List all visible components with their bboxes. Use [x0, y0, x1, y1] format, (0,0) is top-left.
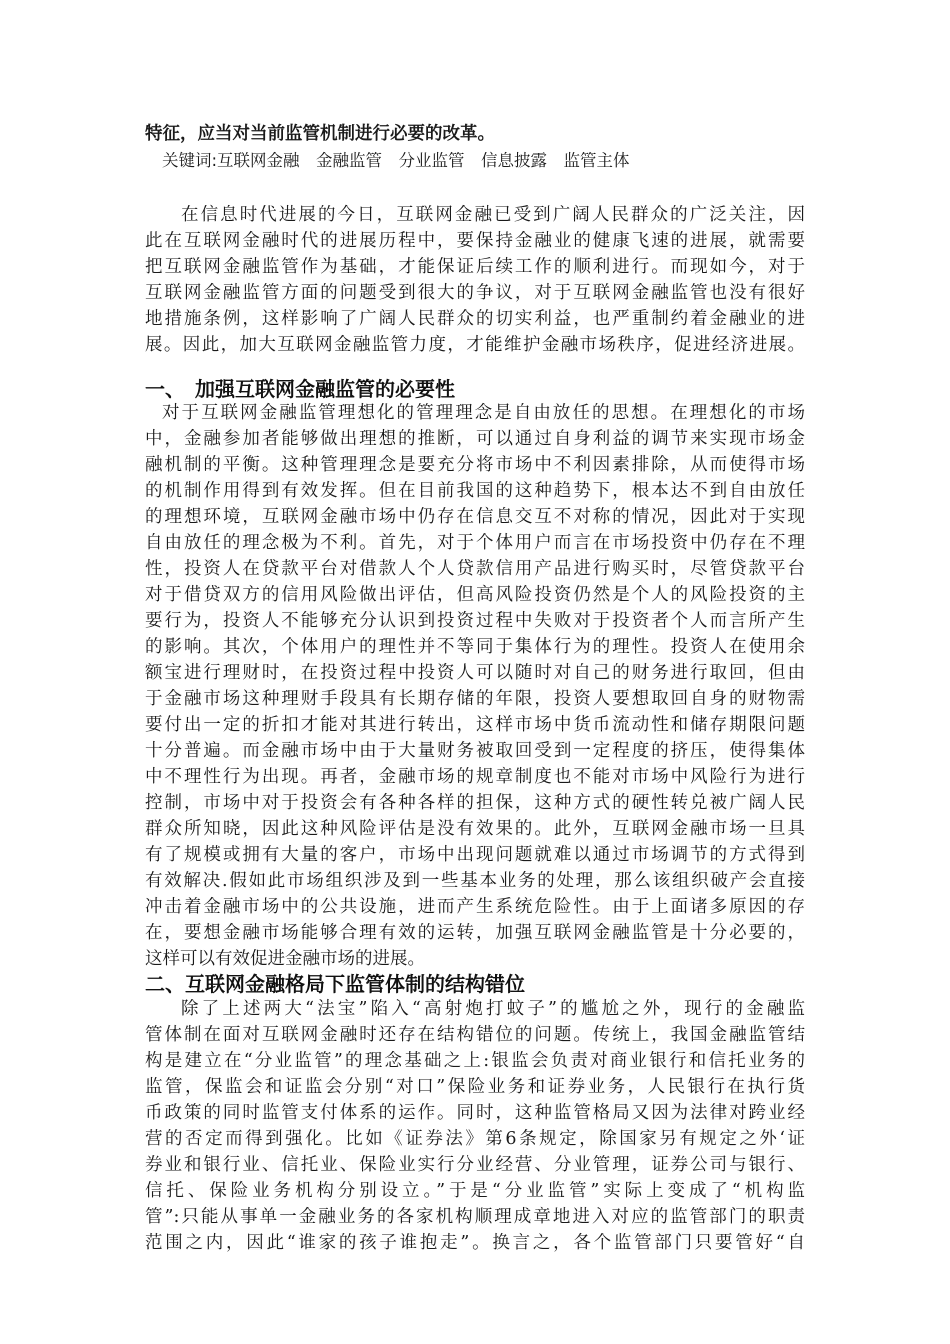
body-line: 的理想环境，互联网金融市场中仍存在信息交互不对称的情况，因此对于实现: [145, 507, 805, 527]
body-line: 范围之内，因此“谁家的孩子谁抱走”。换言之，各个监管部门只要管好“自: [145, 1233, 805, 1253]
body-line: 营的否定而得到强化。比如《证券法》第6条规定，除国家另有规定之外‘证: [145, 1129, 805, 1149]
body-line: 管体制在面对互联网金融时还存在结构错位的问题。传统上，我国金融监管结: [145, 1025, 805, 1045]
body-line: 要付出一定的折扣才能对其进行转出，这样市场中货币流动性和储存期限问题: [145, 715, 805, 735]
body-line: 中，金融参加者能够做出理想的推断，可以通过自身利益的调节来实现市场金: [145, 429, 805, 449]
body-line: 自由放任的理念极为不利。首先，对于个体用户而言在市场投资中仍存在不理: [145, 533, 805, 553]
section-heading: 一、 加强互联网金融监管的必要性: [145, 377, 455, 401]
body-line: 的机制作用得到有效发挥。但在目前我国的这种趋势下，根本达不到自由放任: [145, 481, 805, 501]
body-line: 的影响。其次，个体用户的理性并不等同于集体行为的理性。投资人在使用余: [145, 637, 805, 657]
para1-line: 互联网金融监管方面的问题受到很大的争议，对于互联网金融监管也没有很好: [145, 283, 805, 303]
body-line: 币政策的同时监管支付体系的运作。同时，这种监管格局又因为法律对跨业经: [145, 1103, 805, 1123]
section-heading: 二、互联网金融格局下监管体制的结构错位: [145, 972, 525, 996]
para1-line: 在信息时代进展的今日，互联网金融已受到广阔人民群众的广泛关注，因: [181, 205, 805, 225]
body-line: 信托、保险业务机构分别设立。”于是“分业监管”实际上变成了“机构监: [145, 1181, 805, 1201]
body-line: 构是建立在“分业监管”的理念基础之上:银监会负责对商业银行和信托业务的: [145, 1051, 805, 1071]
keywords-line: 关键词:互联网金融 金融监管 分业监管 信息披露 监管主体: [162, 151, 630, 170]
body-line: 于金融市场这种理财手段具有长期存储的年限，投资人要想取回自身的财物需: [145, 689, 805, 709]
body-line: 性，投资人在贷款平台对借款人个人贷款信用产品进行购买时，尽管贷款平台: [145, 559, 805, 579]
para1-line: 此在互联网金融时代的进展历程中，要保持金融业的健康飞速的进展，就需要: [145, 231, 805, 251]
para1-line: 把互联网金融监管作为基础，才能保证后续工作的顺利进行。而现如今，对于: [145, 257, 805, 277]
body-line: 有效解决.假如此市场组织涉及到一些基本业务的处理，那么该组织破产会直接: [145, 871, 805, 891]
body-line: 监管，保监会和证监会分别“对口”保险业务和证券业务，人民银行在执行货: [145, 1077, 805, 1097]
body-line: 融机制的平衡。这种管理理念是要充分将市场中不利因素排除，从而使得市场: [145, 455, 805, 475]
body-line: 对于借贷双方的信用风险做出评估，但高风险投资仍然是个人的风险投资的主: [145, 585, 805, 605]
body-line: 券业和银行业、信托业、保险业实行分业经营、分业管理，证券公司与银行、: [145, 1155, 805, 1175]
para1-line: 地措施条例，这样影响了广阔人民群众的切实利益，也严重制约着金融业的进: [145, 309, 805, 329]
body-line: 冲击着金融市场中的公共设施，进而产生系统危险性。由于上面诸多原因的存: [145, 897, 805, 917]
body-line: 中不理性行为出现。再者，金融市场的规章制度也不能对市场中风险行为进行: [145, 767, 805, 787]
body-line: 有了规模或拥有大量的客户，市场中出现问题就难以通过市场调节的方式得到: [145, 845, 805, 865]
body-line: 在，要想金融市场能够合理有效的运转，加强互联网金融监管是十分必要的，: [145, 923, 805, 943]
abstract-tail: 特征，应当对当前监管机制进行必要的改革。: [145, 124, 495, 144]
body-line: 控制，市场中对于投资会有各种各样的担保，这种方式的硬性转兑被广阔人民: [145, 793, 805, 813]
body-line: 除了上述两大“法宝”陷入“高射炮打蚊子”的尴尬之外，现行的金融监: [181, 999, 805, 1019]
body-line: 额宝进行理财时，在投资过程中投资人可以随时对自己的财务进行取回，但由: [145, 663, 805, 683]
body-line: 要行为，投资人不能够充分认识到投资过程中失败对于投资者个人而言所产生: [145, 611, 805, 631]
body-line: 对于互联网金融监管理想化的管理理念是自由放任的思想。在理想化的市场: [162, 403, 805, 423]
body-line: 十分普遍。而金融市场中由于大量财务被取回受到一定程度的挤压，使得集体: [145, 741, 805, 761]
para1-line: 展。因此，加大互联网金融监管力度，才能维护金融市场秩序，促进经济进展。: [145, 335, 805, 355]
body-line: 群众所知晓，因此这种风险评估是没有效果的。此外，互联网金融市场一旦具: [145, 819, 805, 839]
body-line: 这样可以有效促进金融市场的进展。: [145, 949, 425, 969]
body-line: 管”:只能从事单一金融业务的各家机构顺理成章地进入对应的监管部门的职责: [145, 1207, 805, 1227]
